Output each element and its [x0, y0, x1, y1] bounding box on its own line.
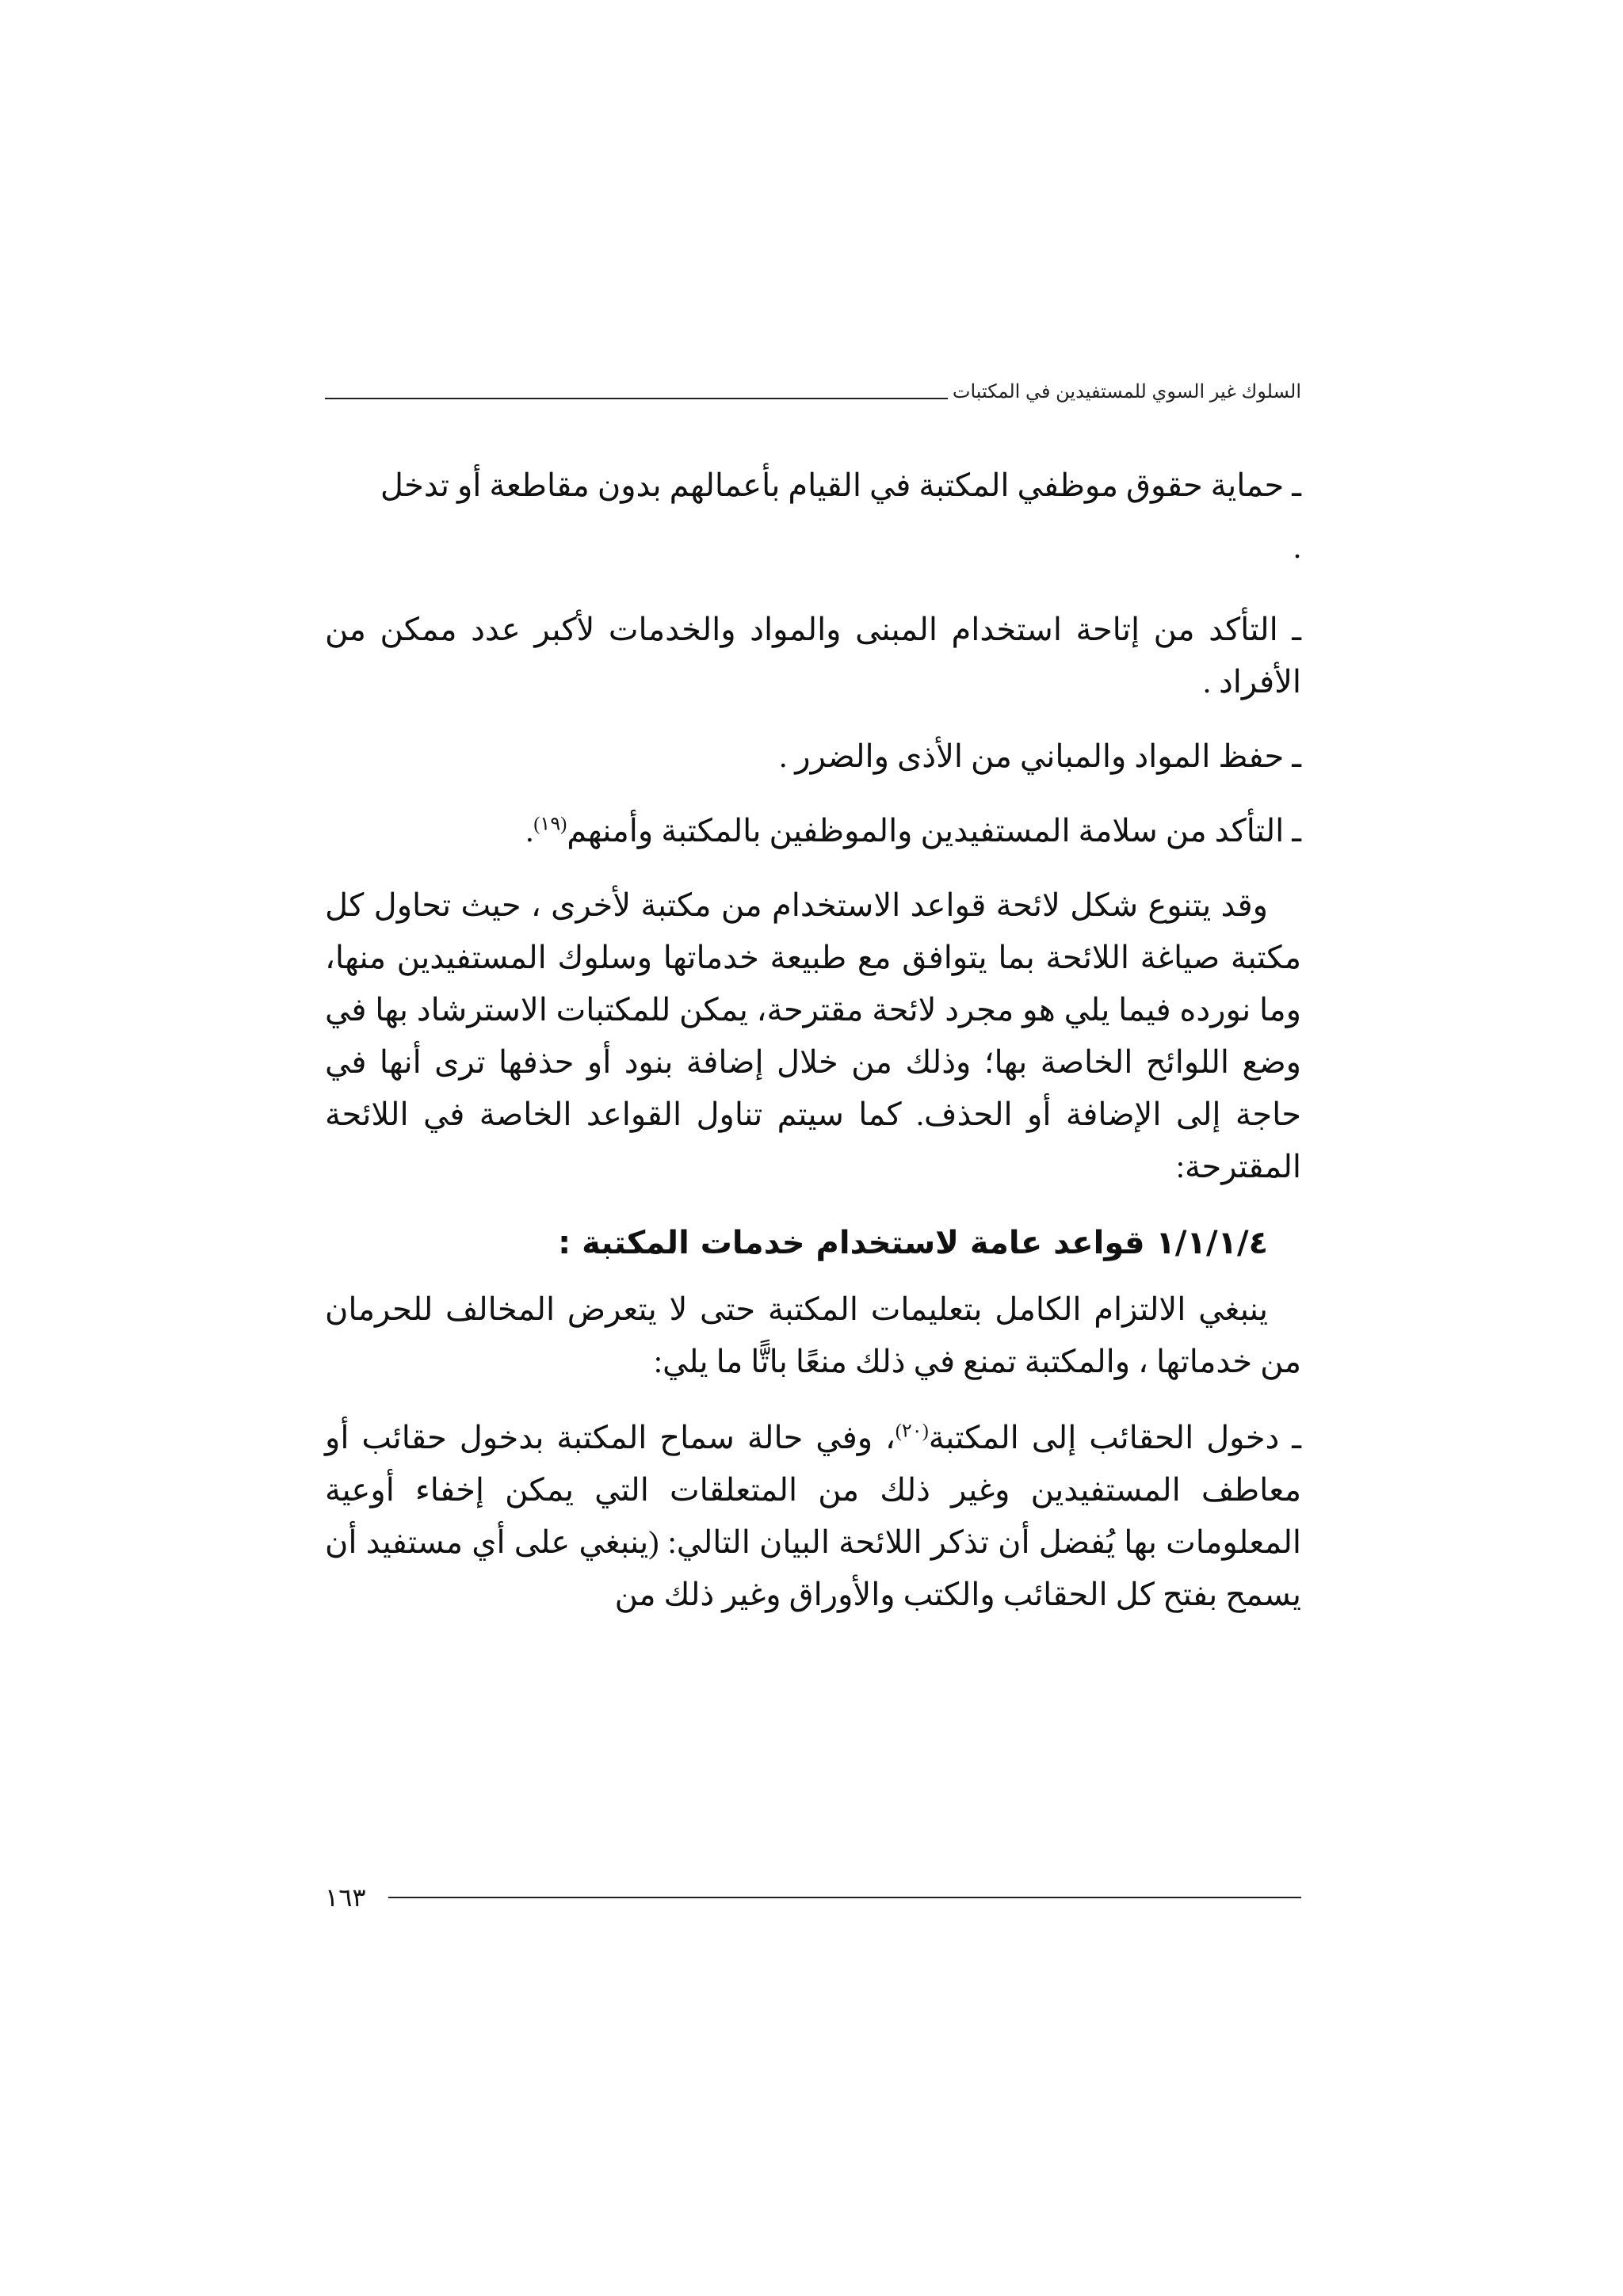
running-header	[325, 372, 1301, 404]
bullet-item-4-text: ـ التأكد من سلامة المستفيدين والموظفين بالمكتبة وأمنهم	[567, 813, 1301, 849]
bullet-item-1	[325, 460, 1301, 574]
footnote-marker-19: (١٩)	[533, 814, 567, 835]
bullet-item-3	[325, 730, 1301, 783]
bullet-item-4	[325, 805, 1301, 857]
bullet-item-4-end: .	[525, 813, 534, 849]
section-heading: ١/١/١/٤ قواعد عامة لاستخدام خدمات المكتبة :	[558, 1225, 1268, 1261]
bullet-item-2-text: ـ التأكد من إتاحة استخدام المبنى والمواد والخدمات لأكبر عدد ممكن من الأفراد .	[325, 612, 1301, 700]
footer-rule	[388, 1897, 1301, 1898]
page-body	[325, 460, 1301, 1651]
paragraph-general-rules: ينبغي الالتزام الكامل بتعليمات المكتبة حتى لا يتعرض المخالف للحرمان من خدماتها ، والمكتبة تمنع في ذلك منعًا باتًّا ما يلي:	[325, 1291, 1301, 1379]
bullet-item-2	[325, 604, 1301, 708]
footnote-marker-20: (٢٠)	[895, 1421, 929, 1442]
page-number: ١٦٣	[325, 1883, 366, 1912]
bullet-item-bags-rest: ، وفي حالة سماح المكتبة بدخول حقائب أو معاطف المستفيدين وغير ذلك من المتعلقات التي يمكن إخفاء أوعية المعلومات بها يُفضل أن تذكر اللائحة البيان التالي: (ينبغي على أي مستفيد أن يسمح بفتح كل الحقائب والكتب والأوراق وغير ذلك من	[325, 1420, 1301, 1612]
bullet-item-3-text: ـ حفظ المواد والمباني من الأذى والضرر .	[779, 738, 1301, 774]
header-rule	[325, 398, 948, 399]
bullet-item-1-text: ـ حماية حقوق موظفي المكتبة في القيام بأعمالهم بدون مقاطعة أو تدخل	[380, 467, 1301, 503]
running-header-title: السلوك غير السوي للمستفيدين في المكتبات	[952, 381, 1301, 402]
paragraph-usage-rules: وقد يتنوع شكل لائحة قواعد الاستخدام من مكتبة لأخرى ، حيث تحاول كل مكتبة صياغة اللائحة بما يتوافق مع طبيعة خدماتها وسلوك المستفيدين منها، وما نورده فيما يلي هو مجرد لائحة مقترحة، يمكن للمكتبات الاسترشاد بها في وضع اللوائح الخاصة بها؛ وذلك من خلال إضافة بنود أو حذفها ترى أنها في حاجة إلى الإضافة أو الحذف. كما سيتم تناول القواعد الخاصة في اللائحة المقترحة:	[325, 887, 1301, 1184]
bullet-item-bags	[325, 1412, 1301, 1621]
bullet-item-bags-start: ـ دخول الحقائب إلى المكتبة	[928, 1420, 1301, 1455]
bullet-item-1-trailing-dot: .	[1293, 529, 1301, 565]
page-footer	[325, 1882, 1301, 1913]
